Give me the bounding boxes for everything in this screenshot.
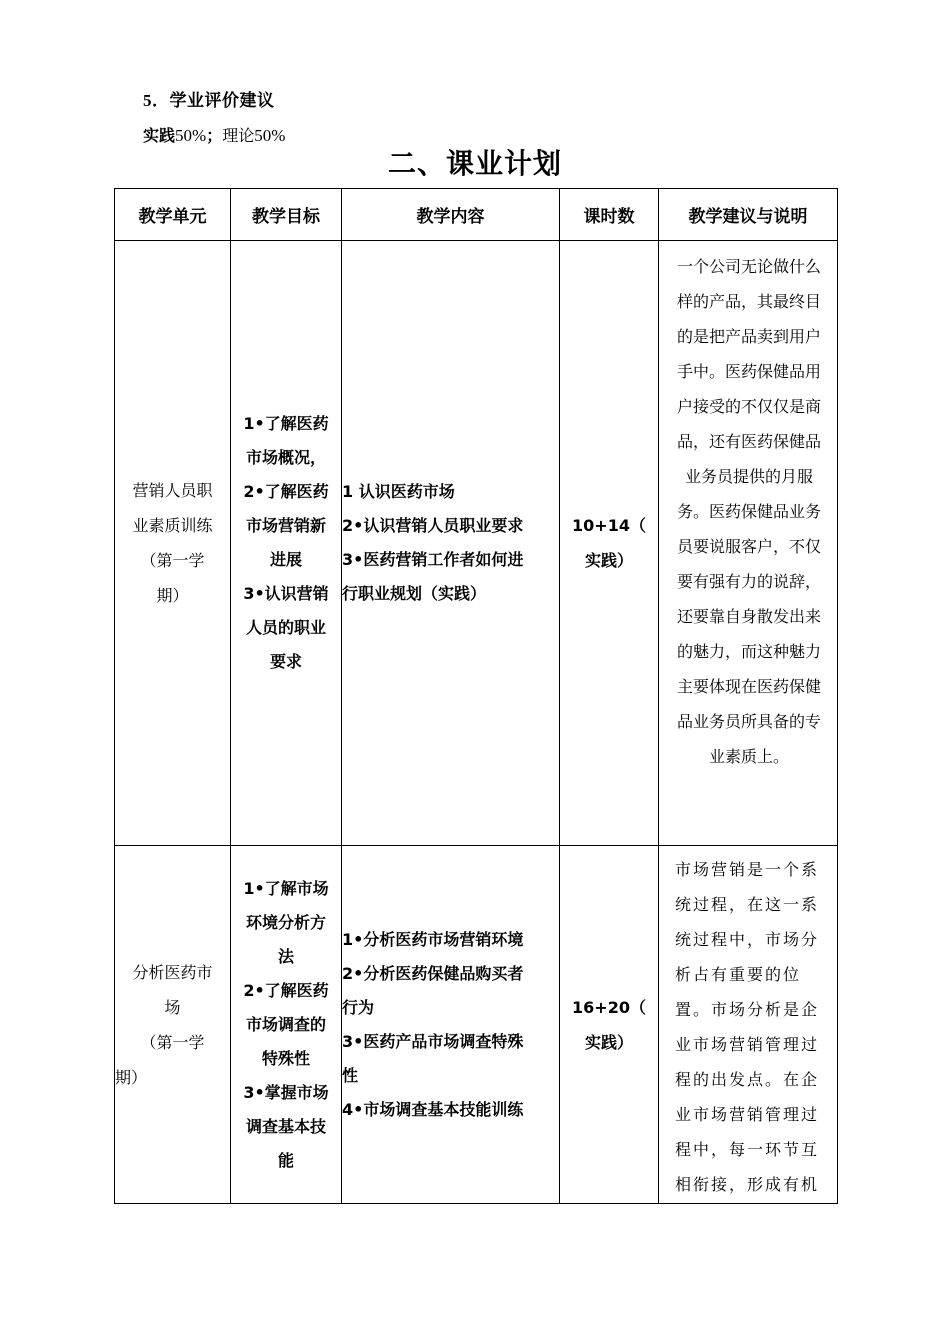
unit-cell bbox=[115, 846, 231, 1204]
advice-line: 样的产品，其最终目 bbox=[676, 292, 821, 311]
practice-value: 50% bbox=[175, 126, 207, 145]
theory-value: 50% bbox=[254, 126, 286, 145]
hours-line: 10+14（ bbox=[572, 516, 646, 535]
unit-line: 分析医药市 bbox=[132, 962, 213, 982]
advice-line: 业素质上。 bbox=[708, 747, 789, 766]
hours-cell bbox=[560, 846, 659, 1204]
unit-line: （第一学 bbox=[140, 1032, 205, 1052]
content-line: 4•市场调查基本技能训练 bbox=[342, 1099, 524, 1119]
goal-line: 法 bbox=[277, 946, 294, 966]
advice-line: 统过程中，市场分 bbox=[675, 930, 820, 949]
goal-line: 进展 bbox=[269, 550, 302, 569]
table-row bbox=[115, 241, 838, 846]
unit-line: 期） bbox=[156, 586, 189, 605]
theory-label: 理论 bbox=[222, 126, 255, 145]
hours-cell bbox=[560, 241, 659, 846]
content-line: 2•分析医药保健品购买者 bbox=[342, 963, 524, 983]
evaluation-heading-number: 5． bbox=[143, 91, 170, 110]
evaluation-heading bbox=[143, 86, 275, 111]
unit-line: 营销人员职 bbox=[132, 481, 213, 500]
goal-line: 环境分析方 bbox=[245, 912, 326, 932]
goal-line: 3•认识营销 bbox=[243, 584, 329, 603]
goal-line: 2•了解医药 bbox=[243, 482, 329, 501]
table-header-row bbox=[115, 189, 838, 241]
goal-line: 要求 bbox=[269, 652, 302, 671]
advice-line: 品业务员所具备的专 bbox=[676, 712, 821, 731]
goal-line: 3•掌握市场 bbox=[243, 1082, 329, 1102]
content-line: 3•医药营销工作者如何进 bbox=[342, 550, 524, 569]
content-line: 行职业规划（实践） bbox=[342, 584, 487, 603]
unit-line: 期） bbox=[115, 1067, 148, 1087]
content-cell bbox=[342, 846, 560, 1204]
unit-line: 业素质训练 bbox=[132, 516, 213, 535]
course-plan-table bbox=[114, 188, 838, 1204]
content-line: 1•分析医药市场营销环境 bbox=[342, 929, 524, 949]
hours-line: 实践） bbox=[584, 551, 633, 570]
advice-line: 的是把产品卖到用户 bbox=[676, 327, 821, 346]
advice-line: 要有强有力的说辞， bbox=[676, 572, 821, 591]
advice-line: 析占有重要的位 bbox=[675, 965, 802, 984]
goal-cell bbox=[231, 846, 342, 1204]
unit-line: 场 bbox=[164, 997, 181, 1017]
goal-line: 市场概况， bbox=[245, 448, 326, 467]
goal-line: 市场调查的 bbox=[245, 1014, 326, 1034]
goal-cell bbox=[231, 241, 342, 846]
advice-line: 业市场营销管理过 bbox=[675, 1105, 820, 1124]
content-line: 2•认识营销人员职业要求 bbox=[342, 516, 524, 535]
hours-line: 实践） bbox=[584, 1032, 633, 1052]
advice-line: 程的出发点。在企 bbox=[675, 1070, 820, 1089]
advice-line: 相衔接，形成有机 bbox=[675, 1175, 820, 1194]
goal-line: 人员的职业 bbox=[245, 618, 326, 637]
unit-cell bbox=[115, 241, 231, 846]
goal-line: 2•了解医药 bbox=[243, 980, 329, 1000]
goal-line: 能 bbox=[277, 1150, 294, 1170]
table-row bbox=[115, 846, 838, 1204]
header-teaching-unit: 教学单元 bbox=[115, 189, 231, 241]
advice-line: 程中，每一环节互 bbox=[675, 1140, 820, 1159]
goal-line: 调查基本技 bbox=[245, 1116, 326, 1136]
unit-line: （第一学 bbox=[140, 551, 205, 570]
content-line: 行为 bbox=[342, 997, 375, 1017]
advice-line: 主要体现在医药保健 bbox=[676, 677, 821, 696]
advice-cell bbox=[659, 846, 838, 1204]
advice-line: 员要说服客户，不仅 bbox=[676, 537, 821, 556]
advice-line: 还要靠自身散发出来 bbox=[676, 607, 821, 626]
advice-line: 业市场营销管理过 bbox=[675, 1035, 820, 1054]
section-title: 二、课业计划 bbox=[387, 147, 562, 180]
evaluation-heading-text: 学业评价建议 bbox=[169, 91, 275, 111]
advice-line: 业务员提供的月服 bbox=[684, 467, 813, 486]
goal-line: 特殊性 bbox=[261, 1048, 310, 1068]
hours-line: 16+20（ bbox=[572, 997, 646, 1017]
header-teaching-content: 教学内容 bbox=[342, 189, 560, 241]
practice-label: 实践 bbox=[143, 126, 176, 145]
content-line: 1 认识医药市场 bbox=[342, 482, 455, 501]
advice-line: 务。医药保健品业务 bbox=[676, 502, 821, 521]
advice-cell bbox=[659, 241, 838, 846]
advice-line: 统过程，在这一系 bbox=[675, 895, 820, 914]
header-teaching-goal: 教学目标 bbox=[231, 189, 342, 241]
goal-line: 市场营销新 bbox=[245, 516, 326, 535]
content-line: 性 bbox=[342, 1065, 359, 1085]
header-teaching-advice: 教学建议与说明 bbox=[659, 189, 838, 241]
header-class-hours: 课时数 bbox=[560, 189, 659, 241]
advice-line: 户接受的不仅仅是商 bbox=[676, 397, 821, 416]
advice-line: 手中。医药保健品用 bbox=[676, 362, 821, 381]
advice-line: 品，还有医药保健品 bbox=[676, 432, 821, 451]
advice-line: 的魅力，而这种魅力 bbox=[676, 642, 821, 661]
advice-line: 一个公司无论做什么 bbox=[676, 257, 821, 276]
content-cell bbox=[342, 241, 560, 846]
advice-line: 置。市场分析是企 bbox=[675, 1000, 820, 1019]
goal-line: 1•了解市场 bbox=[243, 878, 329, 898]
advice-line: 市场营销是一个系 bbox=[675, 860, 820, 879]
ratio-separator: ； bbox=[206, 126, 223, 145]
content-line: 3•医药产品市场调查特殊 bbox=[342, 1031, 524, 1051]
goal-line: 1•了解医药 bbox=[243, 414, 329, 433]
